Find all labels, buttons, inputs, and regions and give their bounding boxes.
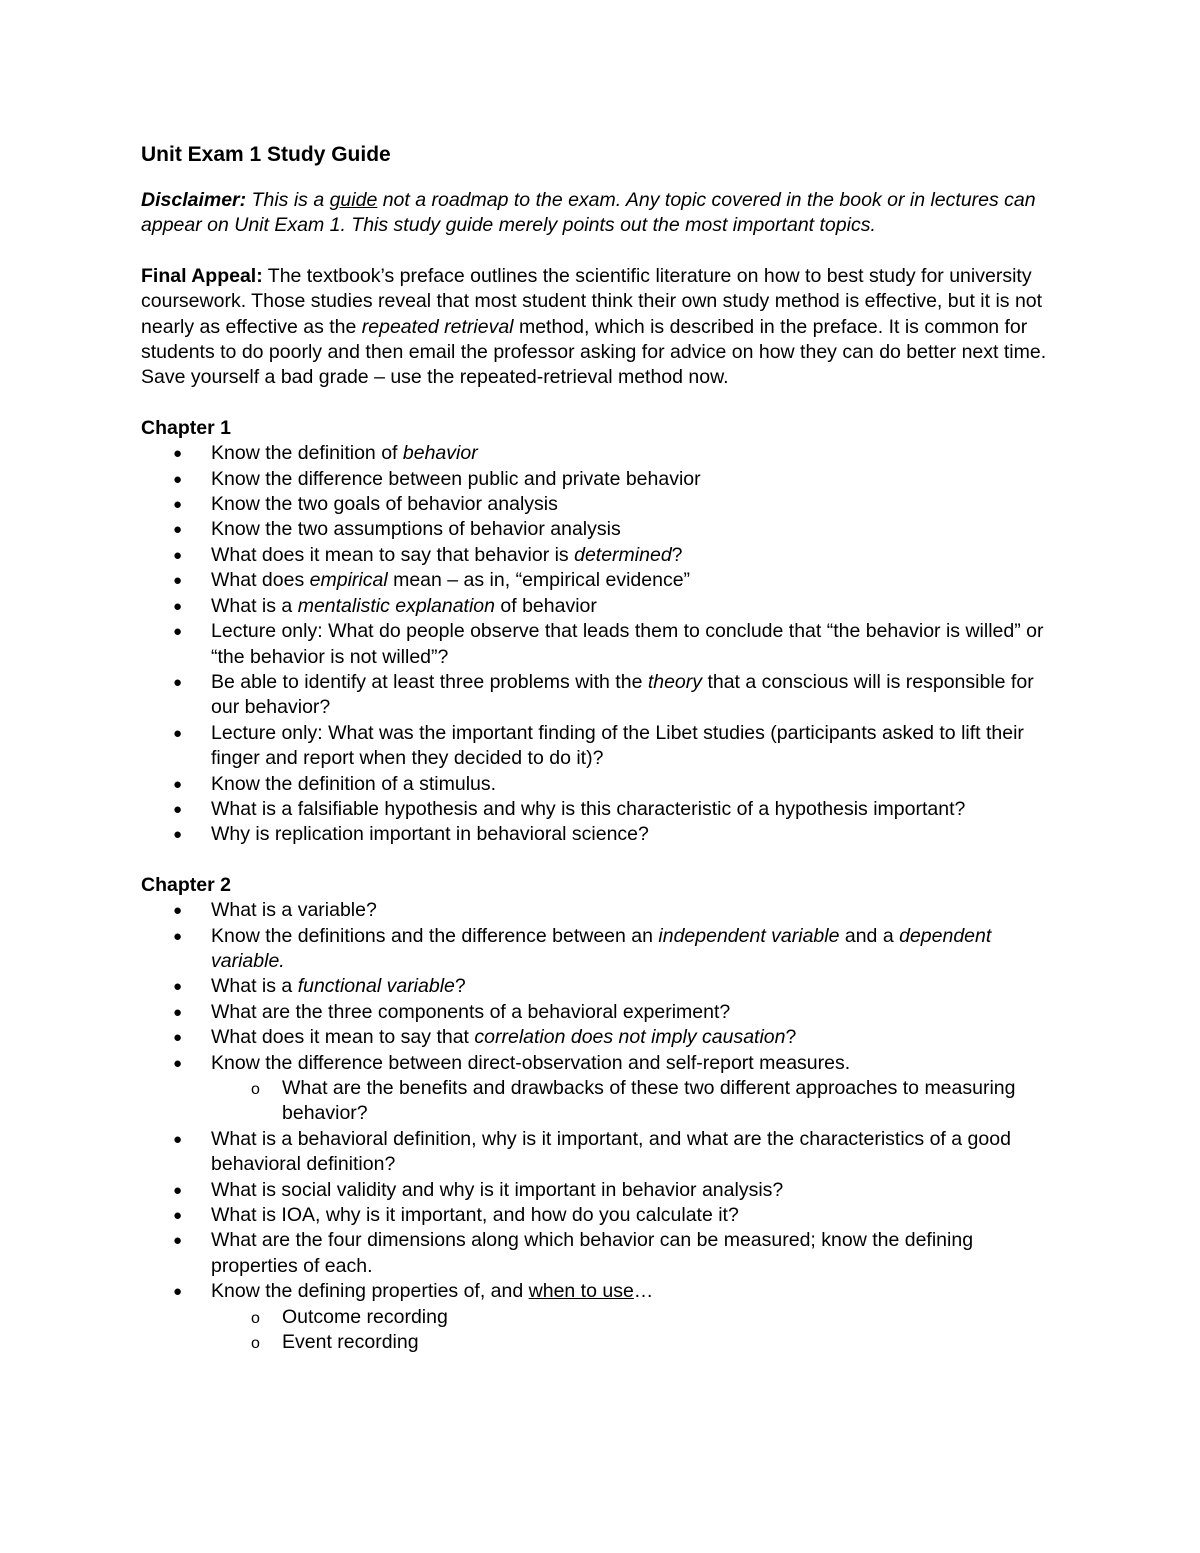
chapter-1-item [141,670,1061,721]
chapter-1-item [141,492,1061,517]
item-text: What does [211,569,310,592]
bullet-icon: ● [173,496,183,514]
chapter-2-item [141,1279,1061,1355]
item-italic-term: independent variable [658,924,840,947]
chapter-1-item [141,797,1061,822]
bullet-icon: ● [173,1283,183,1301]
item-italic-term: functional variable [297,975,455,998]
bullet-icon: ● [173,673,183,691]
chapter-1-list [141,441,1061,848]
chapter-1-item [141,517,1061,542]
page-title: Unit Exam 1 Study Guide [141,143,391,166]
chapter-2-item [141,924,1061,975]
item-text: Know the two assumptions of behavior analysis [211,518,621,541]
item-text-tail: … [633,1280,654,1303]
sub-list-item [211,1330,1061,1355]
chapter-2-item [141,1203,1061,1228]
item-text: What are the four dimensions along which behavior can be measured; know the defining properties of each. [211,1229,974,1277]
disclaimer-paragraph [141,188,1061,239]
item-text: Know the defining properties of, and [211,1280,529,1303]
item-text: Know the definitions and the difference between an [211,924,659,947]
chapter-2-item [141,1178,1061,1203]
sub-list-item [211,1305,1061,1330]
chapter-1-item [141,721,1061,772]
item-underlined-phrase: when to use [528,1280,634,1303]
bullet-icon: ● [173,724,183,742]
item-text: What is a [211,594,298,617]
chapter-1-item [141,822,1061,847]
final-appeal-text-post: method, which is described in the preface. It is common for students to do poorly and then email the professor asking for advice on how they can do better next time. Save yourself a bad grade – use the repeated-retrieval method now. [141,315,1047,389]
item-text: Know the difference between public and private behavior [211,467,701,490]
item-text: Know the two goals of behavior analysis [211,493,558,516]
bullet-icon: ● [173,623,183,641]
item-text-mid: and a [839,924,900,947]
sub-list-item [211,1076,1061,1127]
item-italic-term: mentalistic explanation [297,594,495,617]
disclaimer-label: Disclaimer: [141,189,247,211]
final-appeal-label: Final Appeal: [141,264,263,287]
bullet-icon: ● [173,927,183,945]
item-text: Know the difference between direct-observation and self-report measures. [211,1051,851,1074]
bullet-icon: ● [173,1130,183,1148]
bullet-icon: ● [173,1232,183,1250]
bullet-icon: ● [173,1207,183,1225]
item-italic-term: correlation does not imply causation [474,1026,786,1049]
item-text: What is a variable? [211,899,377,922]
bullet-icon: ● [173,572,183,590]
bullet-icon: ● [173,1003,183,1021]
item-italic-term: determined [574,543,672,566]
bullet-icon: ● [173,1054,183,1072]
chapter-2-heading: Chapter 2 [141,873,231,896]
chapter-1-item [141,543,1061,568]
bullet-icon: ● [173,470,183,488]
chapter-2-item [141,1127,1061,1178]
chapter-1-item [141,568,1061,593]
item-italic-term: empirical [309,569,388,592]
bullet-icon: ● [173,597,183,615]
item-text-tail: that a conscious will is responsible for our behavior? [211,670,1034,719]
chapter-2-item [141,1025,1061,1050]
item-italic-term: behavior [402,442,478,465]
item-text: Know the definition of a stimulus. [211,772,497,795]
item-text-mid: ? [785,1026,797,1049]
sub-bullet-icon: o [251,1081,260,1098]
bullet-icon: ● [173,521,183,539]
chapter-2-item [141,1228,1061,1279]
sub-list-item-text: What are the benefits and drawbacks of these two different approaches to measuring behavior? [282,1077,1016,1125]
disclaimer-underlined-word: guide [329,189,378,211]
item-text: Know the definition of [211,442,403,465]
bullet-icon: ● [173,902,183,920]
item-text: What is IOA, why is it important, and how do you calculate it? [211,1204,739,1227]
item-text: What is a behavioral definition, why is it important, and what are the characteristics of a good behavioral definition? [211,1127,1011,1176]
chapter-2-item [141,898,1061,923]
sub-list-item-text: Event recording [282,1331,419,1354]
item-text: What does it mean to say that [211,1026,475,1049]
item-text: Lecture only: What do people observe that leads them to conclude that “the behavior is willed” or “the behavior is not willed”? [211,620,1044,668]
sub-list-item-text: Outcome recording [282,1305,448,1328]
item-italic-term: theory [647,670,703,693]
sub-list [211,1076,1061,1127]
chapter-1-item [141,467,1061,492]
bullet-icon: ● [173,1029,183,1047]
chapter-2-list [141,898,1061,1355]
chapter-1-item [141,772,1061,797]
item-text-tail: ? [671,543,683,566]
bullet-icon: ● [173,775,183,793]
item-text-mid: ? [454,975,466,998]
chapter-2-item [141,1000,1061,1025]
bullet-icon: ● [173,1181,183,1199]
sub-bullet-icon: o [251,1335,260,1353]
final-appeal-text-pre: The textbook’s preface outlines the scientific literature on how to best study for university coursework. Those studies reveal that most student think their own study method is effective, but it is not nearly as effective as the [141,264,1043,338]
final-appeal-italic-term: repeated retrieval [361,315,514,338]
bullet-icon: ● [173,546,183,564]
sub-list [211,1305,1061,1356]
bullet-icon: ● [173,978,183,996]
disclaimer-text-post: not a roadmap to the exam. Any topic covered in the book or in lectures can appear on Unit Exam 1. This study guide merely points out the most important topics. [141,189,1036,237]
chapter-1-item [141,441,1061,466]
item-text: Be able to identify at least three problems with the [211,670,648,693]
item-text-tail: of behavior [494,594,597,617]
bullet-icon: ● [173,445,183,463]
item-text: What does it mean to say that behavior is [211,543,575,566]
item-text-tail: mean – as in, “empirical evidence” [387,569,691,592]
item-text: What are the three components of a behavioral experiment? [211,1000,731,1023]
item-text: What is a falsifiable hypothesis and why is this characteristic of a hypothesis important? [211,797,966,820]
item-text: What is social validity and why is it important in behavior analysis? [211,1178,784,1201]
document-page [141,140,1061,1380]
bullet-icon: ● [173,800,183,818]
final-appeal-paragraph [141,264,1061,391]
sub-bullet-icon: o [251,1309,260,1327]
disclaimer-text-pre: This is a [246,189,330,211]
item-text: What is a [211,975,298,998]
item-text: Lecture only: What was the important finding of the Libet studies (participants asked to lift their finger and report when they decided to do it)? [211,721,1024,770]
item-italic-term-2: dependent variable. [211,924,992,972]
chapter-1-item [141,594,1061,619]
chapter-2-item [141,1051,1061,1127]
chapter-1-heading: Chapter 1 [141,416,231,439]
item-text: Why is replication important in behavioral science? [211,823,649,846]
chapter-1-item [141,619,1061,670]
chapter-2-item [141,974,1061,999]
bullet-icon: ● [173,826,183,844]
